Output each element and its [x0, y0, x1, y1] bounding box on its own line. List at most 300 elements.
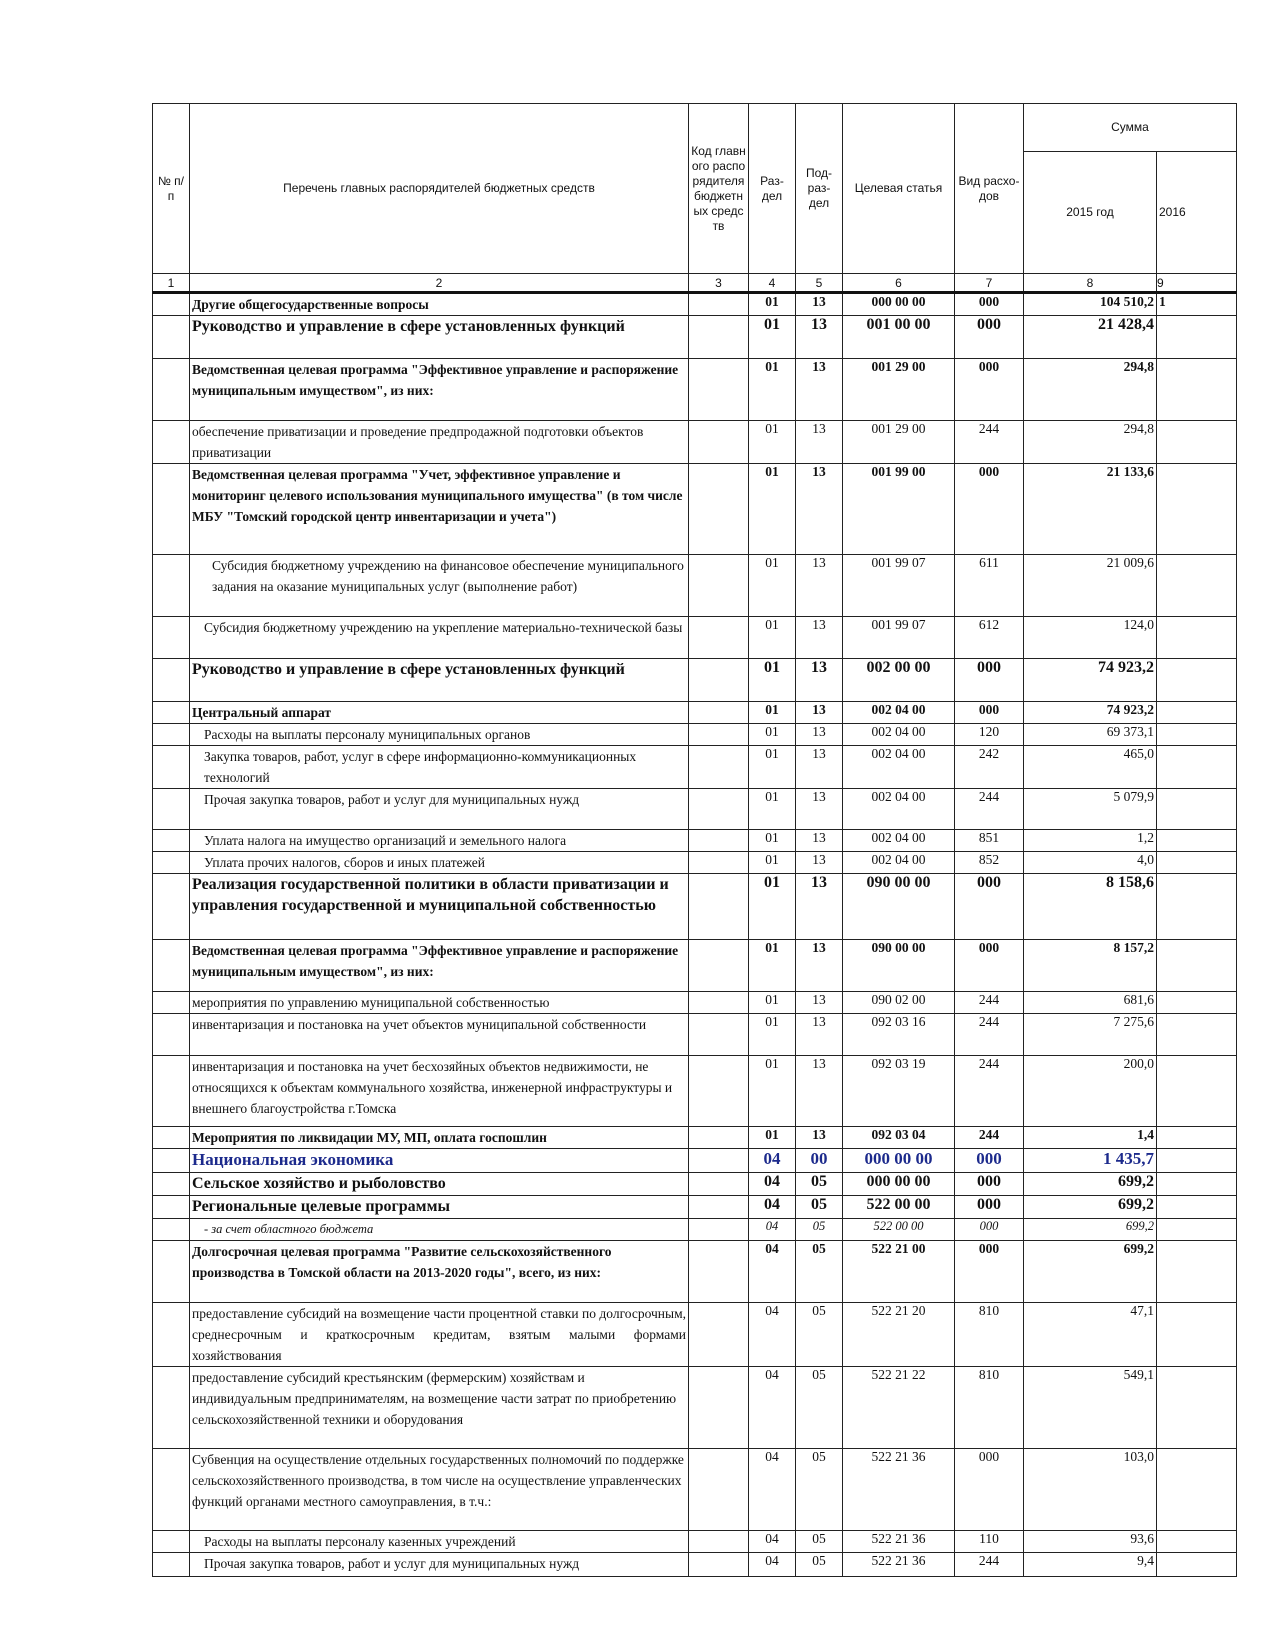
razdel-cell: 01: [749, 746, 796, 789]
expense-type-cell: 810: [955, 1303, 1024, 1367]
expense-type-cell: 000: [955, 464, 1024, 555]
razdel-cell: 01: [749, 940, 796, 992]
item-name: предоставление субсидий крестьянским (фермерским) хозяйствам и индивидуальным предпринимателям, на возмещение части затрат по приобретению сельскохозяйственной техники и оборудования: [190, 1367, 689, 1449]
code-cell: [689, 1367, 749, 1449]
sum-2016-cell: [1157, 316, 1237, 359]
header-name: Перечень главных распорядителей бюджетных средств: [190, 104, 689, 274]
razdel-cell: 01: [749, 702, 796, 724]
table-body: [153, 293, 1237, 1577]
sum-2016-cell: [1157, 617, 1237, 659]
razdel-cell: 01: [749, 555, 796, 617]
sum-2016-cell: [1157, 852, 1237, 874]
sum-2016-cell: [1157, 746, 1237, 789]
sum-2016-cell: [1157, 464, 1237, 555]
table-row: [153, 464, 1237, 555]
item-name: - за счет областного бюджета: [190, 1219, 689, 1241]
sum-2016-cell: [1157, 724, 1237, 746]
column-numbers-row: [153, 274, 1237, 293]
sum-2016-cell: [1157, 1553, 1237, 1577]
expense-type-cell: 810: [955, 1367, 1024, 1449]
sum-2015-cell: 294,8: [1024, 359, 1157, 421]
target-article-cell: 002 04 00: [843, 830, 955, 852]
razdel-cell: 04: [749, 1219, 796, 1241]
budget-table: [152, 103, 1237, 1577]
sum-2016-cell: [1157, 1014, 1237, 1056]
sum-2015-cell: 93,6: [1024, 1531, 1157, 1553]
podrazdel-cell: 13: [796, 464, 843, 555]
podrazdel-cell: 05: [796, 1303, 843, 1367]
sum-2015-cell: 124,0: [1024, 617, 1157, 659]
razdel-cell: 01: [749, 659, 796, 702]
item-name: инвентаризация и постановка на учет объектов муниципальной собственности: [190, 1014, 689, 1056]
sum-2015-cell: 465,0: [1024, 746, 1157, 789]
table-row: [153, 359, 1237, 421]
expense-type-cell: 000: [955, 1241, 1024, 1303]
target-article-cell: 002 04 00: [843, 702, 955, 724]
row-number-cell: [153, 830, 190, 852]
sum-2015-cell: 294,8: [1024, 421, 1157, 464]
podrazdel-cell: 13: [796, 1014, 843, 1056]
sum-2016-cell: [1157, 421, 1237, 464]
podrazdel-cell: 05: [796, 1449, 843, 1531]
target-article-cell: 092 03 04: [843, 1127, 955, 1149]
podrazdel-cell: 13: [796, 359, 843, 421]
expense-type-cell: 000: [955, 659, 1024, 702]
table-row: [153, 421, 1237, 464]
razdel-cell: 01: [749, 464, 796, 555]
expense-type-cell: 612: [955, 617, 1024, 659]
code-cell: [689, 724, 749, 746]
target-article-cell: 522 21 36: [843, 1449, 955, 1531]
target-article-cell: 522 21 36: [843, 1531, 955, 1553]
item-name: Реализация государственной политики в области приватизации и управления государственной и муниципальной собственностью: [190, 874, 689, 940]
podrazdel-cell: 13: [796, 940, 843, 992]
sum-2016-cell: 1: [1157, 293, 1237, 316]
expense-type-cell: 000: [955, 1173, 1024, 1196]
row-number-cell: [153, 555, 190, 617]
sum-2016-cell: [1157, 1303, 1237, 1367]
header-year-2015: 2015 год: [1024, 152, 1157, 274]
column-number: 6: [843, 274, 955, 293]
code-cell: [689, 940, 749, 992]
item-name: Субсидия бюджетному учреждению на финансовое обеспечение муниципального задания на оказание муниципальных услуг (выполнение работ): [190, 555, 689, 617]
item-name: Ведомственная целевая программа "Эффективное управление и распоряжение муниципальным имуществом", из них:: [190, 359, 689, 421]
sum-2015-cell: 21 133,6: [1024, 464, 1157, 555]
item-name: Долгосрочная целевая программа "Развитие сельскохозяйственного производства в Томской области на 2013-2020 годы", всего, из них:: [190, 1241, 689, 1303]
podrazdel-cell: 13: [796, 852, 843, 874]
expense-type-cell: 242: [955, 746, 1024, 789]
podrazdel-cell: 05: [796, 1367, 843, 1449]
sum-2016-cell: [1157, 1531, 1237, 1553]
row-number-cell: [153, 316, 190, 359]
sum-2016-cell: [1157, 1127, 1237, 1149]
podrazdel-cell: 05: [796, 1219, 843, 1241]
row-number-cell: [153, 1449, 190, 1531]
table-row: [153, 1219, 1237, 1241]
item-name: Центральный аппарат: [190, 702, 689, 724]
target-article-cell: 002 00 00: [843, 659, 955, 702]
table-row: [153, 940, 1237, 992]
sum-2015-cell: 699,2: [1024, 1196, 1157, 1219]
expense-type-cell: 000: [955, 1149, 1024, 1173]
expense-type-cell: 851: [955, 830, 1024, 852]
target-article-cell: 002 04 00: [843, 789, 955, 830]
item-name: Уплата прочих налогов, сборов и иных платежей: [190, 852, 689, 874]
table-row: [153, 1449, 1237, 1531]
code-cell: [689, 1173, 749, 1196]
table-row: [153, 316, 1237, 359]
item-name: мероприятия по управлению муниципальной собственностью: [190, 992, 689, 1014]
row-number-cell: [153, 940, 190, 992]
expense-type-cell: 000: [955, 940, 1024, 992]
razdel-cell: 04: [749, 1241, 796, 1303]
item-name: Сельское хозяйство и рыболовство: [190, 1173, 689, 1196]
target-article-cell: 001 29 00: [843, 421, 955, 464]
podrazdel-cell: 13: [796, 724, 843, 746]
code-cell: [689, 421, 749, 464]
table-row: [153, 617, 1237, 659]
row-number-cell: [153, 724, 190, 746]
item-name: Национальная экономика: [190, 1149, 689, 1173]
row-number-cell: [153, 1303, 190, 1367]
row-number-cell: [153, 1367, 190, 1449]
item-name: Региональные целевые программы: [190, 1196, 689, 1219]
podrazdel-cell: 05: [796, 1241, 843, 1303]
table-row: [153, 1303, 1237, 1367]
target-article-cell: 000 00 00: [843, 293, 955, 316]
razdel-cell: 04: [749, 1303, 796, 1367]
sum-2016-cell: [1157, 874, 1237, 940]
table-row: [153, 1149, 1237, 1173]
expense-type-cell: 244: [955, 1056, 1024, 1127]
target-article-cell: 090 02 00: [843, 992, 955, 1014]
sum-2016-cell: [1157, 1056, 1237, 1127]
razdel-cell: 01: [749, 421, 796, 464]
table-row: [153, 830, 1237, 852]
razdel-cell: 01: [749, 874, 796, 940]
row-number-cell: [153, 1127, 190, 1149]
razdel-cell: 04: [749, 1553, 796, 1577]
column-number: 8: [1024, 274, 1157, 293]
row-number-cell: [153, 1196, 190, 1219]
podrazdel-cell: 13: [796, 421, 843, 464]
code-cell: [689, 1241, 749, 1303]
code-cell: [689, 1149, 749, 1173]
podrazdel-cell: 13: [796, 992, 843, 1014]
expense-type-cell: 000: [955, 359, 1024, 421]
code-cell: [689, 830, 749, 852]
table-row: [153, 1241, 1237, 1303]
razdel-cell: 01: [749, 316, 796, 359]
sum-2016-cell: [1157, 940, 1237, 992]
header-sum: Сумма: [1024, 104, 1237, 152]
podrazdel-cell: 13: [796, 316, 843, 359]
code-cell: [689, 659, 749, 702]
razdel-cell: 01: [749, 992, 796, 1014]
target-article-cell: 001 00 00: [843, 316, 955, 359]
column-number: 7: [955, 274, 1024, 293]
expense-type-cell: 000: [955, 702, 1024, 724]
target-article-cell: 002 04 00: [843, 852, 955, 874]
target-article-cell: 002 04 00: [843, 724, 955, 746]
podrazdel-cell: 13: [796, 702, 843, 724]
table-row: [153, 852, 1237, 874]
expense-type-cell: 000: [955, 1196, 1024, 1219]
razdel-cell: 04: [749, 1367, 796, 1449]
row-number-cell: [153, 1173, 190, 1196]
expense-type-cell: 244: [955, 1127, 1024, 1149]
code-cell: [689, 464, 749, 555]
sum-2015-cell: 8 158,6: [1024, 874, 1157, 940]
sum-2015-cell: 74 923,2: [1024, 659, 1157, 702]
code-cell: [689, 1196, 749, 1219]
sum-2016-cell: [1157, 555, 1237, 617]
row-number-cell: [153, 617, 190, 659]
table-row: [153, 1196, 1237, 1219]
expense-type-cell: 611: [955, 555, 1024, 617]
row-number-cell: [153, 421, 190, 464]
item-name: инвентаризация и постановка на учет бесхозяйных объектов недвижимости, не относящихся к объектам коммунального хозяйства, инженерной инфраструктуры и внешнего благоустройства г.Томска: [190, 1056, 689, 1127]
header-vid: Вид расхо-дов: [955, 104, 1024, 274]
sum-2015-cell: 1 435,7: [1024, 1149, 1157, 1173]
row-number-cell: [153, 789, 190, 830]
sum-2015-cell: 7 275,6: [1024, 1014, 1157, 1056]
sum-2015-cell: 21 428,4: [1024, 316, 1157, 359]
column-number: 1: [153, 274, 190, 293]
sum-2016-cell: [1157, 1149, 1237, 1173]
podrazdel-cell: 13: [796, 874, 843, 940]
target-article-cell: 000 00 00: [843, 1149, 955, 1173]
row-number-cell: [153, 1241, 190, 1303]
row-number-cell: [153, 1531, 190, 1553]
code-cell: [689, 1014, 749, 1056]
code-cell: [689, 1553, 749, 1577]
sum-2016-cell: [1157, 789, 1237, 830]
item-name: Субвенция на осуществление отдельных государственных полномочий по поддержке сельскохозяйственного производства, в том числе на осуществление управленческих функций органами местного самоуправления, в т.ч.:: [190, 1449, 689, 1531]
podrazdel-cell: 13: [796, 746, 843, 789]
razdel-cell: 04: [749, 1173, 796, 1196]
table-row: [153, 555, 1237, 617]
item-name: Закупка товаров, работ, услуг в сфере информационно-коммуникационных технологий: [190, 746, 689, 789]
sum-2015-cell: 5 079,9: [1024, 789, 1157, 830]
razdel-cell: 01: [749, 1127, 796, 1149]
sum-2015-cell: 699,2: [1024, 1173, 1157, 1196]
target-article-cell: 092 03 16: [843, 1014, 955, 1056]
target-article-cell: 001 99 07: [843, 555, 955, 617]
code-cell: [689, 852, 749, 874]
sum-2015-cell: 200,0: [1024, 1056, 1157, 1127]
code-cell: [689, 359, 749, 421]
razdel-cell: 04: [749, 1196, 796, 1219]
code-cell: [689, 746, 749, 789]
code-cell: [689, 316, 749, 359]
item-name: Прочая закупка товаров, работ и услуг для муниципальных нужд: [190, 1553, 689, 1577]
table-row: [153, 702, 1237, 724]
sum-2016-cell: [1157, 992, 1237, 1014]
target-article-cell: 522 21 20: [843, 1303, 955, 1367]
razdel-cell: 01: [749, 724, 796, 746]
row-number-cell: [153, 992, 190, 1014]
sum-2015-cell: 1,2: [1024, 830, 1157, 852]
sum-2015-cell: 9,4: [1024, 1553, 1157, 1577]
sum-2016-cell: [1157, 1241, 1237, 1303]
column-number: 2: [190, 274, 689, 293]
podrazdel-cell: 13: [796, 617, 843, 659]
column-number: 5: [796, 274, 843, 293]
table-row: [153, 293, 1237, 316]
table-row: [153, 1127, 1237, 1149]
column-number: 9: [1157, 274, 1237, 293]
sum-2016-cell: [1157, 1367, 1237, 1449]
podrazdel-cell: 13: [796, 555, 843, 617]
row-number-cell: [153, 359, 190, 421]
podrazdel-cell: 05: [796, 1173, 843, 1196]
row-number-cell: [153, 1056, 190, 1127]
sum-2015-cell: 21 009,6: [1024, 555, 1157, 617]
sum-2016-cell: [1157, 830, 1237, 852]
podrazdel-cell: 05: [796, 1553, 843, 1577]
item-name: Руководство и управление в сфере установленных функций: [190, 316, 689, 359]
target-article-cell: 522 00 00: [843, 1219, 955, 1241]
item-name: Расходы на выплаты персоналу муниципальных органов: [190, 724, 689, 746]
row-number-cell: [153, 293, 190, 316]
row-number-cell: [153, 1149, 190, 1173]
target-article-cell: 522 00 00: [843, 1196, 955, 1219]
sum-2016-cell: [1157, 1196, 1237, 1219]
sum-2015-cell: 549,1: [1024, 1367, 1157, 1449]
table-row: [153, 1014, 1237, 1056]
sum-2015-cell: 4,0: [1024, 852, 1157, 874]
expense-type-cell: 244: [955, 421, 1024, 464]
table-row: [153, 992, 1237, 1014]
target-article-cell: 522 21 00: [843, 1241, 955, 1303]
target-article-cell: 522 21 22: [843, 1367, 955, 1449]
sum-2015-cell: 681,6: [1024, 992, 1157, 1014]
podrazdel-cell: 13: [796, 293, 843, 316]
item-name: Другие общегосударственные вопросы: [190, 293, 689, 316]
code-cell: [689, 1531, 749, 1553]
expense-type-cell: 120: [955, 724, 1024, 746]
expense-type-cell: 000: [955, 316, 1024, 359]
item-name: Руководство и управление в сфере установленных функций: [190, 659, 689, 702]
header-target: Целевая статья: [843, 104, 955, 274]
sum-2015-cell: 69 373,1: [1024, 724, 1157, 746]
target-article-cell: 001 99 07: [843, 617, 955, 659]
table-row: [153, 874, 1237, 940]
row-number-cell: [153, 1219, 190, 1241]
razdel-cell: 01: [749, 617, 796, 659]
expense-type-cell: 110: [955, 1531, 1024, 1553]
target-article-cell: 001 99 00: [843, 464, 955, 555]
table-row: [153, 1531, 1237, 1553]
razdel-cell: 01: [749, 293, 796, 316]
header-code: Код главного распорядителя бюджетных средств: [689, 104, 749, 274]
sum-2015-cell: 74 923,2: [1024, 702, 1157, 724]
item-name: Мероприятия по ликвидации МУ, МП, оплата госпошлин: [190, 1127, 689, 1149]
razdel-cell: 04: [749, 1531, 796, 1553]
podrazdel-cell: 05: [796, 1196, 843, 1219]
sum-2016-cell: [1157, 359, 1237, 421]
sum-2015-cell: 8 157,2: [1024, 940, 1157, 992]
target-article-cell: 522 21 36: [843, 1553, 955, 1577]
item-name: Уплата налога на имущество организаций и земельного налога: [190, 830, 689, 852]
target-article-cell: 001 29 00: [843, 359, 955, 421]
razdel-cell: 01: [749, 1014, 796, 1056]
code-cell: [689, 617, 749, 659]
code-cell: [689, 789, 749, 830]
header-year-2016: 2016: [1157, 152, 1237, 274]
expense-type-cell: 000: [955, 293, 1024, 316]
code-cell: [689, 1127, 749, 1149]
podrazdel-cell: 00: [796, 1149, 843, 1173]
podrazdel-cell: 05: [796, 1531, 843, 1553]
podrazdel-cell: 13: [796, 1127, 843, 1149]
target-article-cell: 090 00 00: [843, 874, 955, 940]
row-number-cell: [153, 874, 190, 940]
sum-2016-cell: [1157, 659, 1237, 702]
podrazdel-cell: 13: [796, 789, 843, 830]
sum-2016-cell: [1157, 702, 1237, 724]
sum-2015-cell: 47,1: [1024, 1303, 1157, 1367]
code-cell: [689, 1449, 749, 1531]
target-article-cell: 000 00 00: [843, 1173, 955, 1196]
razdel-cell: 01: [749, 789, 796, 830]
sum-2016-cell: [1157, 1449, 1237, 1531]
table-row: [153, 789, 1237, 830]
sum-2016-cell: [1157, 1219, 1237, 1241]
item-name: предоставление субсидий на возмещение части процентной ставки по долгосрочным, среднесрочным и краткосрочным кредитам, взятым малыми формами хозяйствования: [190, 1303, 689, 1367]
table-row: [153, 1173, 1237, 1196]
sum-2015-cell: 1,4: [1024, 1127, 1157, 1149]
sum-2015-cell: 104 510,2: [1024, 293, 1157, 316]
item-name: Ведомственная целевая программа "Эффективное управление и распоряжение муниципальным имуществом", из них:: [190, 940, 689, 992]
table-row: [153, 1553, 1237, 1577]
expense-type-cell: 000: [955, 1449, 1024, 1531]
sum-2015-cell: 699,2: [1024, 1219, 1157, 1241]
code-cell: [689, 1056, 749, 1127]
item-name: Прочая закупка товаров, работ и услуг для муниципальных нужд: [190, 789, 689, 830]
column-number: 4: [749, 274, 796, 293]
item-name: обеспечение приватизации и проведение предпродажной подготовки объектов приватизации: [190, 421, 689, 464]
budget-sheet: [152, 103, 1237, 1577]
table-row: [153, 659, 1237, 702]
expense-type-cell: 244: [955, 1553, 1024, 1577]
table-row: [153, 724, 1237, 746]
sum-2016-cell: [1157, 1173, 1237, 1196]
column-number: 3: [689, 274, 749, 293]
razdel-cell: 04: [749, 1449, 796, 1531]
item-name: Субсидия бюджетному учреждению на укрепление материально-технической базы: [190, 617, 689, 659]
row-number-cell: [153, 659, 190, 702]
table-row: [153, 746, 1237, 789]
header-podrazdel: Под-раз-дел: [796, 104, 843, 274]
target-article-cell: 002 04 00: [843, 746, 955, 789]
target-article-cell: 092 03 19: [843, 1056, 955, 1127]
expense-type-cell: 000: [955, 874, 1024, 940]
code-cell: [689, 874, 749, 940]
row-number-cell: [153, 746, 190, 789]
expense-type-cell: 244: [955, 992, 1024, 1014]
razdel-cell: 04: [749, 1149, 796, 1173]
code-cell: [689, 293, 749, 316]
target-article-cell: 090 00 00: [843, 940, 955, 992]
code-cell: [689, 555, 749, 617]
table-row: [153, 1367, 1237, 1449]
expense-type-cell: 000: [955, 1219, 1024, 1241]
header-num: № п/п: [153, 104, 190, 274]
row-number-cell: [153, 1553, 190, 1577]
podrazdel-cell: 13: [796, 1056, 843, 1127]
